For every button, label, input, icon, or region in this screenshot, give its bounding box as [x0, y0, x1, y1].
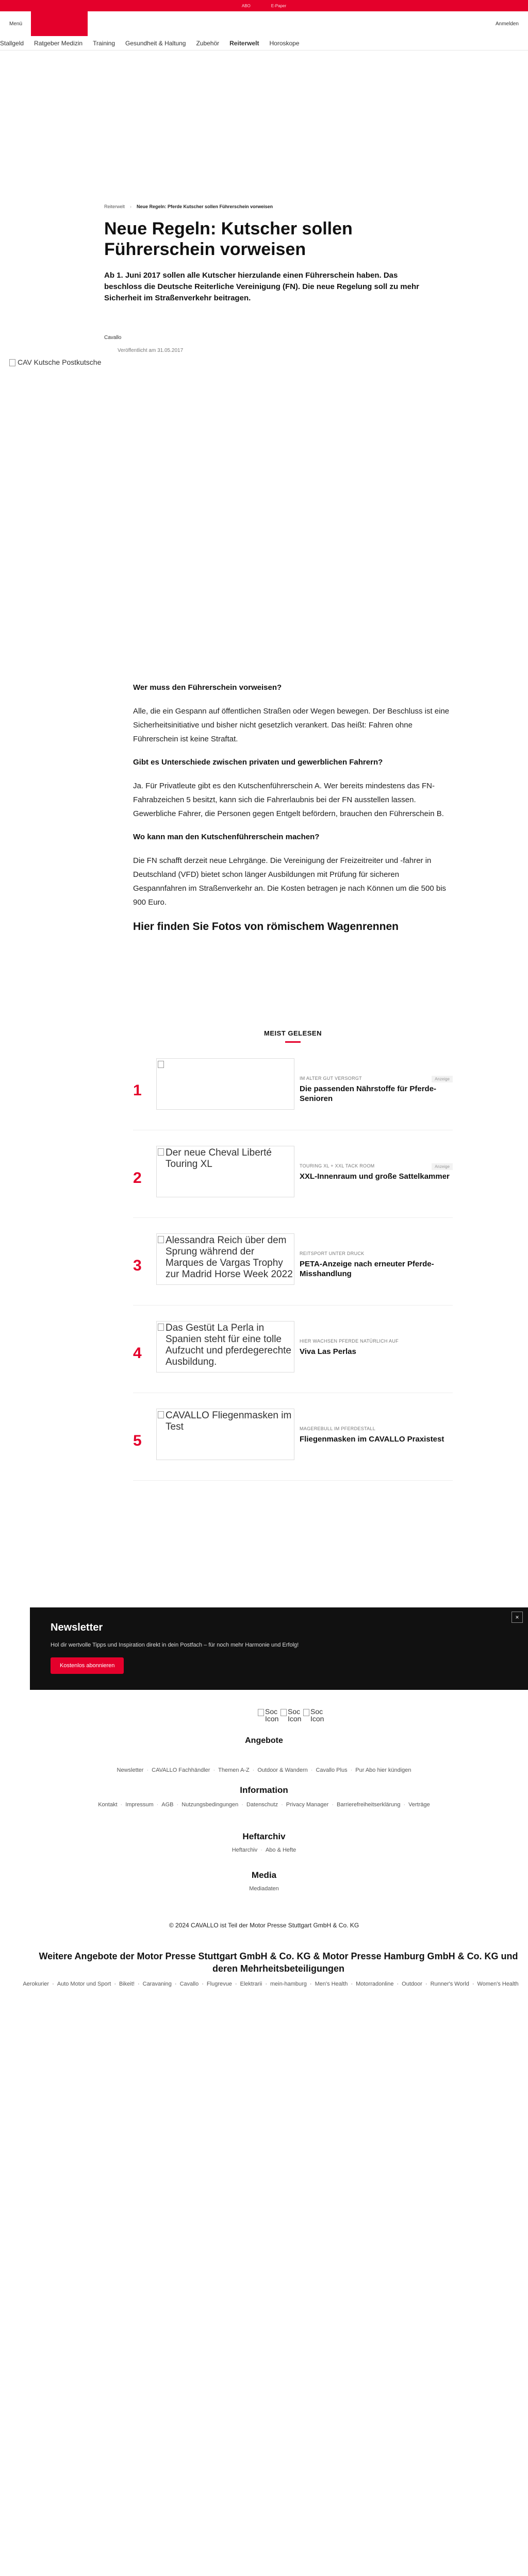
nav-item-stallgeld[interactable]: Stallgeld — [0, 39, 24, 47]
footer-heftarchiv-title: Heftarchiv — [242, 1832, 286, 1841]
newsletter-text: Hol dir wertvolle Tipps und Inspiration direkt in dein Postfach – für noch mehr Harmonie und Erfolg! — [51, 1642, 299, 1648]
separator: · — [472, 1981, 474, 1987]
hero-image-placeholder — [9, 358, 519, 366]
brand-link-elektrarii[interactable]: Elektrarii — [240, 1981, 262, 1987]
item-info — [294, 1409, 453, 1480]
footer-angebote-links — [0, 1767, 528, 1773]
item-info — [294, 1058, 453, 1130]
hero-image — [9, 358, 519, 667]
item-title[interactable]: Die passenden Nährstoffe für Pferde-Senioren — [300, 1084, 437, 1103]
brand-link-mens-health[interactable]: Men's Health — [315, 1981, 348, 1987]
page-title: Neue Regeln: Kutscher sollen Führerschein vorweisen — [104, 219, 353, 259]
brand-link-motorradonline[interactable]: Motorradonline — [356, 1981, 394, 1987]
footer-link-themen[interactable]: Themen A-Z — [218, 1767, 250, 1773]
separator: · — [397, 1981, 399, 1987]
brand-link-womens-health[interactable]: Women's Health — [477, 1981, 519, 1987]
separator: · — [403, 1802, 406, 1808]
published-date — [104, 348, 424, 353]
social-icon-alt: Soc Icon — [288, 1707, 302, 1723]
item-thumbnail[interactable] — [156, 1409, 294, 1460]
thumbnail-alt: CAVALLO Fliegenmasken im Test — [166, 1410, 292, 1432]
more-offers-title: Weitere Angebote der Motor Presse Stuttgart GmbH & Co. KG & Motor Presse Hamburg GmbH & Co. KG und deren Mehrheitsbeteiligungen — [39, 1951, 518, 1974]
rank-number: 5 — [133, 1432, 142, 1449]
breadcrumb-item-current: Neue Regeln: Pferde Kutscher sollen Führerschein vorweisen — [137, 204, 273, 209]
separator: · — [310, 1767, 313, 1773]
separator: · — [260, 1847, 262, 1853]
footer-link-impressum[interactable]: Impressum — [125, 1802, 154, 1808]
abo-link[interactable]: ABO — [241, 3, 251, 8]
newsletter-box — [30, 1607, 528, 1690]
footer-link-datenschutz[interactable]: Datenschutz — [246, 1802, 278, 1808]
separator: · — [120, 1802, 123, 1808]
item-kicker: HIER WACHSEN PFERDE NATÜRLICH AUF — [300, 1338, 399, 1344]
social-icons — [258, 1707, 324, 1728]
section-text-differences: Ja. Für Privatleute gibt es den Kutschenführerschein A. Wer bereits mindestens das FN-Fahrabzeichen 5 besitzt, kann sich die Fahrerlaubnis bei der FN ausstellen lassen. Gewerbliche Fahrer, die Personen gegen Entgelt befördern, brauchen den Führerschein B. — [133, 782, 444, 818]
nav-item-zubehoer[interactable]: Zubehör — [196, 39, 220, 47]
broken-image-icon — [158, 1411, 164, 1418]
site-logo[interactable] — [31, 11, 88, 36]
brand-link-mein-hamburg[interactable]: mein-hamburg — [270, 1981, 307, 1987]
brand-link-runners-world[interactable]: Runner's World — [430, 1981, 469, 1987]
separator: · — [425, 1981, 427, 1987]
breadcrumb-separator-icon: › — [130, 204, 132, 209]
login-button[interactable]: Anmelden — [495, 21, 519, 27]
article-body — [133, 683, 453, 933]
footer-link-nutzungsbedingungen[interactable]: Nutzungsbedingungen — [182, 1802, 239, 1808]
thumbnail-alt: Das Gestüt La Perla in Spanien steht für eine tolle Aufzucht und pferdegerechte Ausbildung. — [166, 1323, 292, 1367]
ad-badge: Anzeige — [432, 1163, 453, 1170]
heading-underline — [285, 1041, 301, 1043]
footer-link-agb[interactable]: AGB — [161, 1802, 174, 1808]
nav-item-gesundheit-haltung[interactable]: Gesundheit & Haltung — [125, 39, 186, 47]
main-navigation — [0, 36, 528, 50]
separator: · — [332, 1802, 334, 1808]
item-info — [294, 1146, 453, 1217]
footer-link-newsletter[interactable]: Newsletter — [117, 1767, 144, 1773]
footer-link-heftarchiv[interactable]: Heftarchiv — [232, 1847, 258, 1853]
nav-item-ratgeber-medizin[interactable]: Ratgeber Medizin — [34, 39, 83, 47]
broken-image-icon — [158, 1148, 164, 1156]
footer-angebote-title: Angebote — [245, 1736, 283, 1745]
section-heading-where: Wo kann man den Kutschenführerschein machen? — [133, 833, 320, 841]
article-author[interactable]: Cavallo — [104, 335, 122, 341]
most-read-heading: MEIST GELESEN — [264, 1029, 322, 1037]
item-thumbnail[interactable] — [156, 1233, 294, 1285]
separator: · — [137, 1981, 140, 1987]
item-thumbnail[interactable] — [156, 1321, 294, 1372]
separator: · — [174, 1981, 177, 1987]
gallery-link[interactable]: Hier finden Sie Fotos von römischem Wagenrennen — [133, 921, 399, 933]
copyright: © 2024 CAVALLO ist Teil der Motor Presse Stuttgart GmbH & Co. KG — [169, 1922, 359, 1929]
rank-number: 1 — [133, 1082, 142, 1099]
footer-heftarchiv — [0, 1832, 528, 1853]
separator: · — [265, 1981, 267, 1987]
most-read-section — [133, 1029, 453, 1481]
item-title[interactable]: Fliegenmasken im CAVALLO Praxistest — [300, 1435, 444, 1444]
item-thumbnail[interactable] — [156, 1146, 294, 1197]
separator: · — [281, 1802, 283, 1808]
separator: · — [202, 1981, 204, 1987]
section-heading-differences: Gibt es Unterschiede zwischen privaten und gewerblichen Fahrern? — [133, 758, 383, 767]
social-icon[interactable] — [303, 1707, 324, 1728]
nav-item-horoskope[interactable]: Horoskope — [269, 39, 300, 47]
section-heading-who: Wer muss den Führerschein vorweisen? — [133, 683, 282, 692]
broken-image-icon — [158, 1061, 164, 1068]
separator: · — [309, 1981, 312, 1987]
separator: · — [146, 1767, 149, 1773]
item-title[interactable]: PETA-Anzeige nach erneuter Pferde-Misshandlung — [300, 1260, 434, 1278]
most-read-item[interactable] — [133, 1321, 453, 1393]
footer-link-kontakt[interactable]: Kontakt — [98, 1802, 118, 1808]
footer-link-outdoor[interactable]: Outdoor & Wandern — [257, 1767, 308, 1773]
thumbnail-alt: Alessandra Reich über dem Sprung während der Marques de Vargas Trophy zur Madrid Horse Week 2022 — [166, 1235, 293, 1280]
footer-link-cavallo-plus[interactable]: Cavallo Plus — [316, 1767, 348, 1773]
brand-link-auto-motor-sport[interactable]: Auto Motor und Sport — [57, 1981, 111, 1987]
section-text-who: Alle, die ein Gespann auf öffentlichen Straßen oder Wegen bewegen. Der Beschluss ist eine Sicherheitsinitiative und bisher nicht gesetzlich verankert. Das heißt: Fahren ohne Führerschein ist keine Straftat. — [133, 707, 450, 743]
item-info — [294, 1233, 453, 1305]
epaper-link[interactable]: E-Paper — [271, 3, 287, 8]
rank-number: 3 — [133, 1257, 142, 1274]
item-title[interactable]: Viva Las Perlas — [300, 1347, 356, 1356]
nav-item-training[interactable]: Training — [93, 39, 116, 47]
separator: · — [350, 1767, 353, 1773]
separator: · — [213, 1767, 216, 1773]
broken-image-icon — [258, 1709, 264, 1716]
item-info — [294, 1321, 453, 1393]
footer-link-barrierefreiheit[interactable]: Barrierefreiheitserklärung — [337, 1802, 401, 1808]
rank-number: 4 — [133, 1345, 142, 1362]
separator: · — [351, 1981, 353, 1987]
broken-image-icon — [9, 359, 15, 366]
breadcrumb — [104, 204, 424, 209]
most-read-item[interactable] — [133, 1146, 453, 1218]
footer-link-privacy-manager[interactable]: Privacy Manager — [286, 1802, 329, 1808]
social-icon[interactable] — [258, 1707, 279, 1728]
social-icon-alt: Soc Icon — [265, 1707, 279, 1723]
article — [104, 204, 424, 353]
footer-media — [0, 1870, 528, 1892]
footer-media-title: Media — [251, 1870, 277, 1880]
footer-information-title: Information — [240, 1785, 288, 1795]
broken-image-icon — [158, 1324, 164, 1331]
brand-link-outdoor[interactable]: Outdoor — [402, 1981, 422, 1987]
brand-links — [15, 1978, 526, 1990]
article-lead: Ab 1. Juni 2017 sollen alle Kutscher hierzulande einen Führerschein haben. Das beschloss die Deutsche Reiterliche Vereinigung (FN). Die neue Regelung soll zu mehr Sicherheit im Straßenverkehr beitragen. — [104, 271, 419, 302]
separator: · — [241, 1802, 243, 1808]
item-kicker: TOURING XL + XXL TACK ROOM — [300, 1163, 375, 1168]
rank-number: 2 — [133, 1170, 142, 1187]
section-text-where: Die FN schafft derzeit neue Lehrgänge. Die Vereinigung der Freizeitreiter und -fahrer in Deutschland (VFD) bietet schon länger Ausbildungen mit Prüfung für sicheren Gespannfahren im Straßenverkehr an. Die Kosten betragen je nach Können um die 500 bis 900 Euro. — [133, 856, 447, 907]
item-kicker: IM ALTER GUT VERSORGT — [300, 1076, 362, 1081]
nav-item-reiterwelt[interactable]: Reiterwelt — [229, 39, 259, 47]
broken-image-icon — [303, 1709, 309, 1716]
brand-link-bikeit[interactable]: Bikeit! — [119, 1981, 135, 1987]
brand-link-aerokurier[interactable]: Aerokurier — [23, 1981, 50, 1987]
item-thumbnail[interactable] — [156, 1058, 294, 1110]
footer-link-abo-hefte[interactable]: Abo & Hefte — [265, 1847, 296, 1853]
thumbnail-alt: Der neue Cheval Liberté Touring XL — [166, 1147, 272, 1170]
item-kicker: REITSPORT UNTER DRUCK — [300, 1251, 365, 1256]
hero-image-alt: CAV Kutsche Postkutsche — [18, 358, 102, 366]
newsletter-title: Newsletter — [51, 1622, 103, 1633]
menu-button[interactable]: Menü — [9, 21, 23, 27]
top-utility-bar — [0, 0, 528, 11]
separator: · — [52, 1981, 54, 1987]
separator: · — [252, 1767, 255, 1773]
published-date-text: Veröffentlicht am 31.05.2017 — [118, 348, 184, 353]
thumbnail-alt — [166, 1060, 294, 1109]
separator: · — [114, 1981, 116, 1987]
ad-badge: Anzeige — [432, 1076, 453, 1082]
footer-link-fachhaendler[interactable]: CAVALLO Fachhändler — [152, 1767, 210, 1773]
breadcrumb-item-reiterwelt[interactable]: Reiterwelt — [104, 204, 125, 209]
brand-link-flugrevue[interactable]: Flugrevue — [206, 1981, 232, 1987]
social-icon-alt: Soc Icon — [310, 1707, 324, 1723]
footer-link-vertraege[interactable]: Verträge — [408, 1802, 430, 1808]
brand-link-caravaning[interactable]: Caravaning — [142, 1981, 172, 1987]
footer-link-abo-kuendigen[interactable]: Pur Abo hier kündigen — [355, 1767, 411, 1773]
brand-link-cavallo[interactable]: Cavallo — [179, 1981, 199, 1987]
social-icon[interactable] — [280, 1707, 302, 1728]
footer-link-mediadaten[interactable]: Mediadaten — [249, 1886, 279, 1892]
most-read-item[interactable] — [133, 1409, 453, 1481]
item-kicker: MAGEREBULL IM PFERDESTALL — [300, 1426, 376, 1431]
close-icon[interactable]: × — [512, 1612, 523, 1623]
separator: · — [156, 1802, 159, 1808]
broken-image-icon — [158, 1236, 164, 1243]
newsletter-subscribe-button[interactable]: Kostenlos abonnieren — [51, 1657, 124, 1674]
separator: · — [176, 1802, 179, 1808]
most-read-item[interactable] — [133, 1058, 453, 1130]
separator: · — [235, 1981, 237, 1987]
item-title[interactable]: XXL-Innenraum und große Sattelkammer — [300, 1172, 450, 1181]
footer-information — [0, 1785, 528, 1808]
broken-image-icon — [280, 1709, 287, 1716]
site-header — [0, 11, 528, 36]
most-read-item[interactable] — [133, 1233, 453, 1306]
